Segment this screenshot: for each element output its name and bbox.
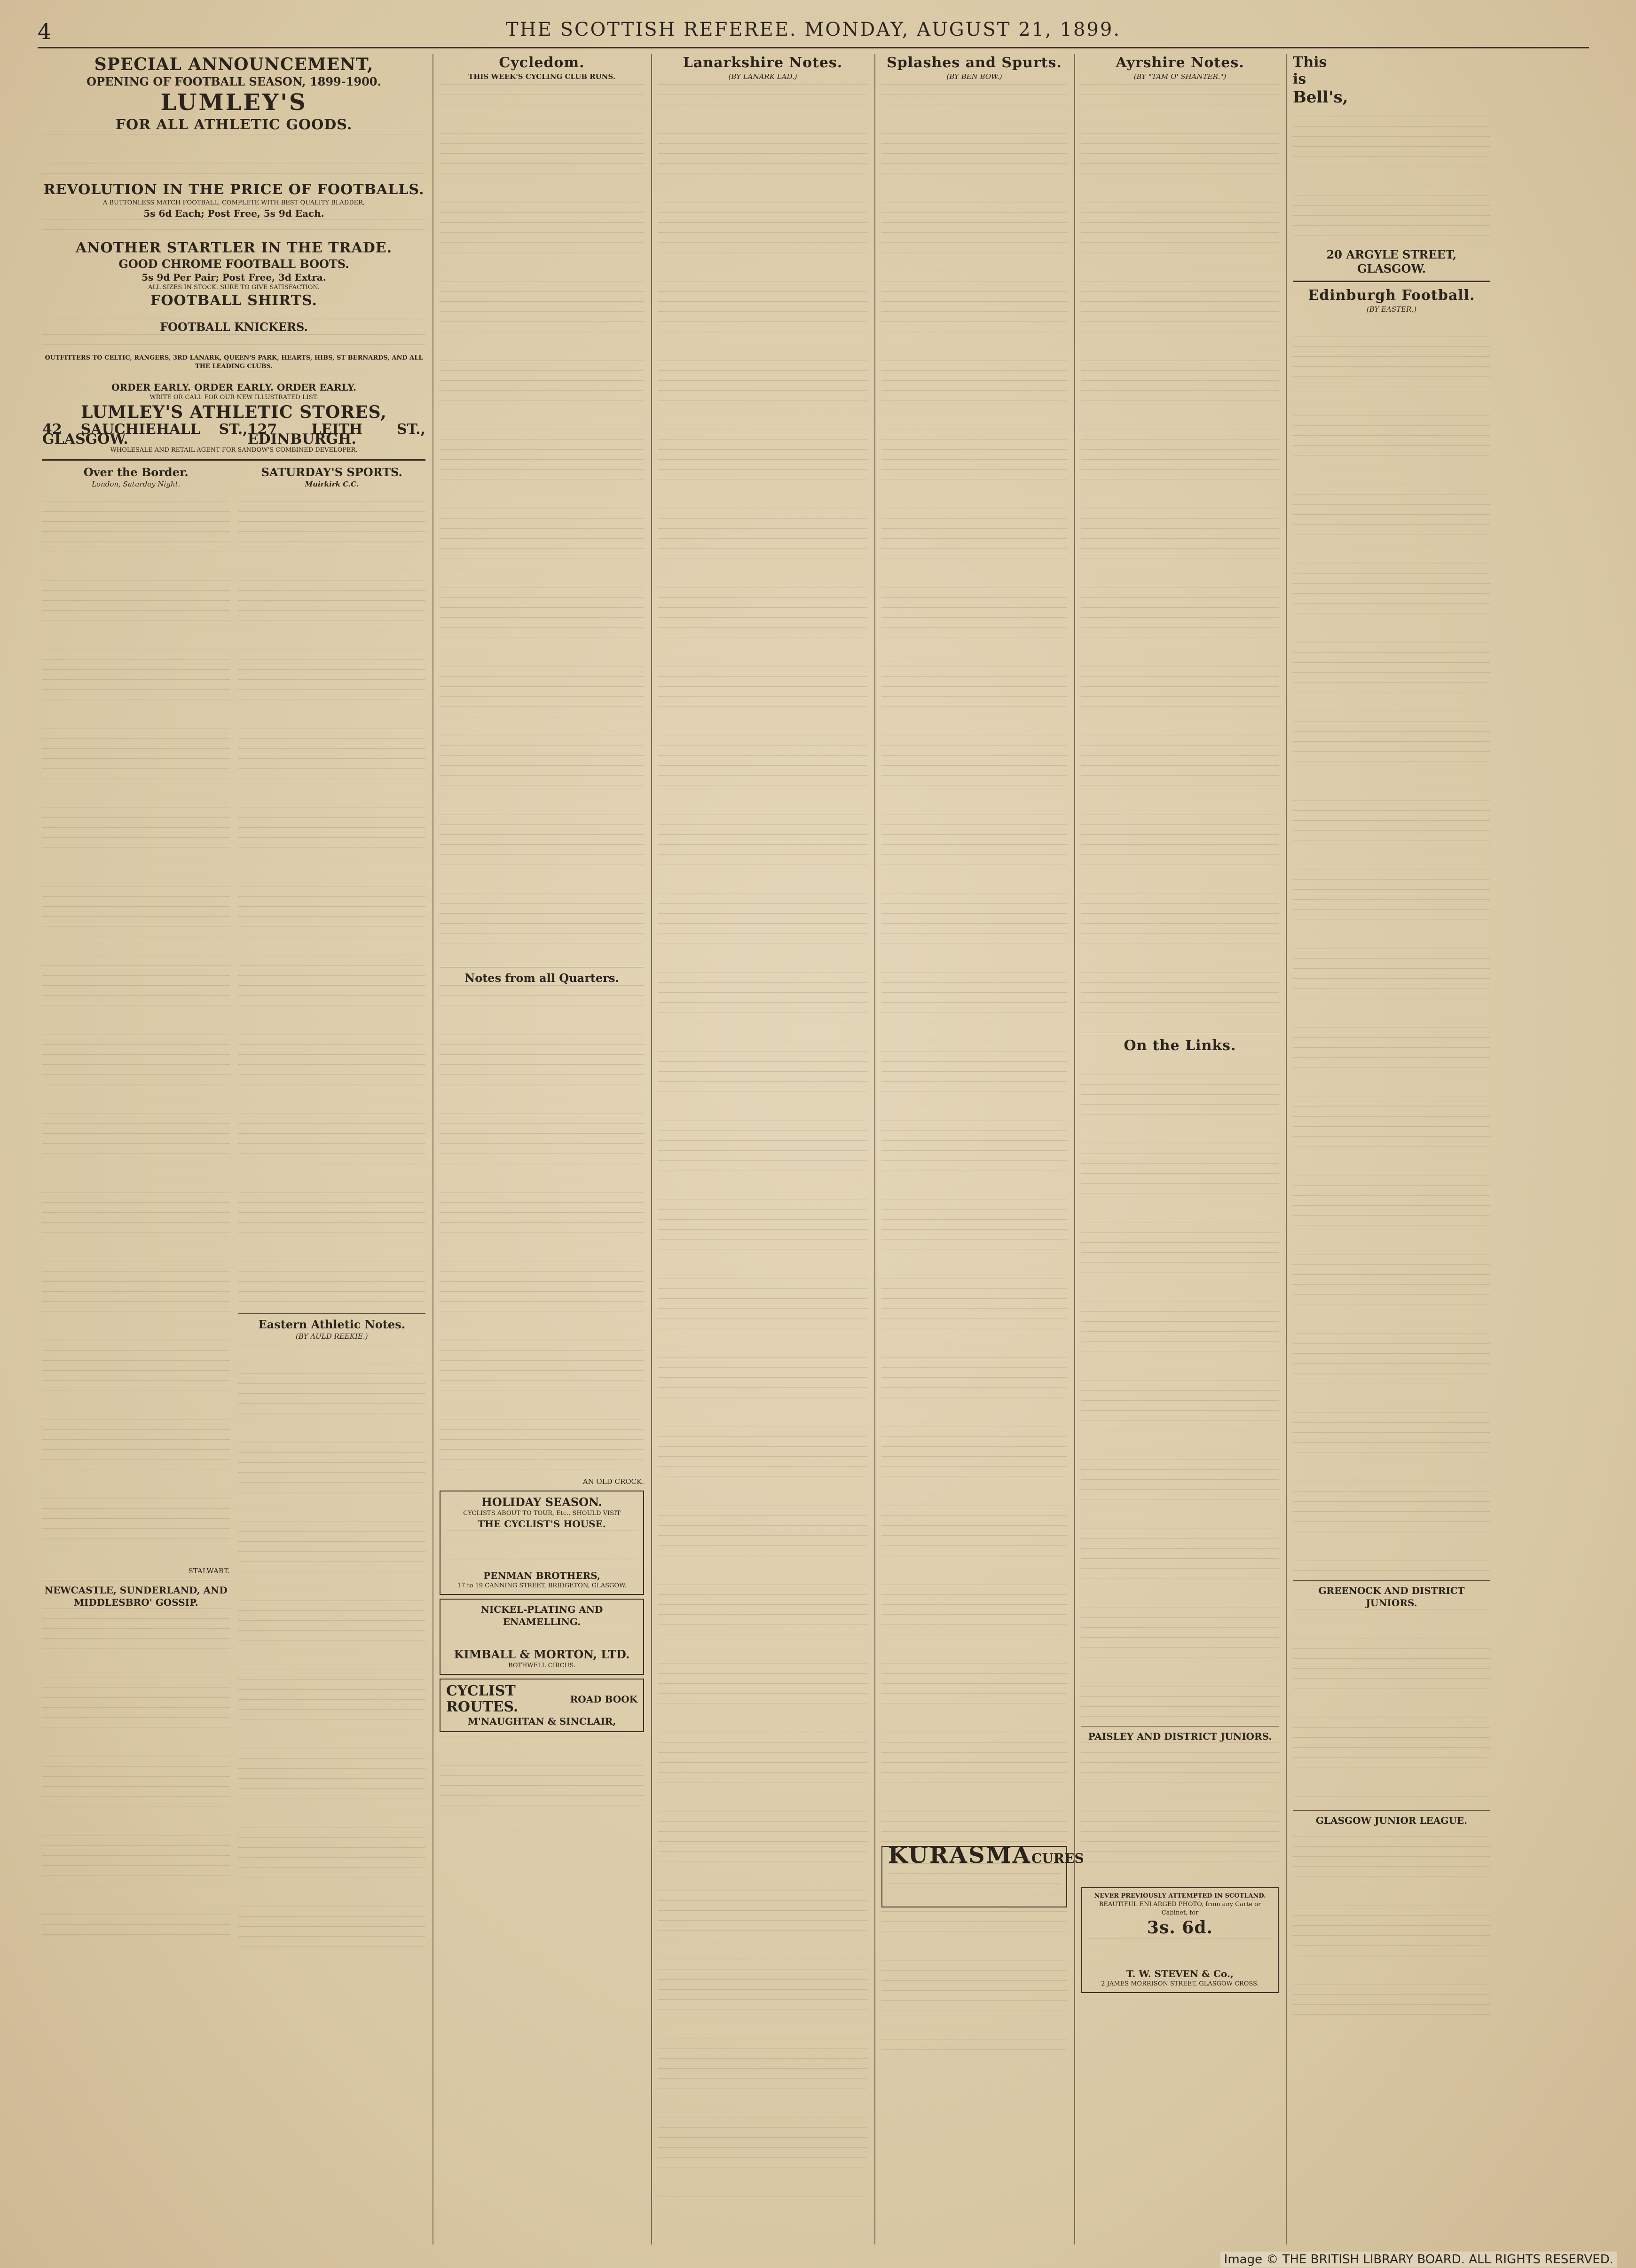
page-number: 4 [38, 19, 52, 44]
article-title: Eastern Athletic Notes. [258, 1318, 406, 1331]
ad-another: ANOTHER STARTLER IN THE TRADE. [75, 240, 393, 256]
text-block [446, 1530, 637, 1570]
article-byline: (BY EASTER.) [1366, 305, 1417, 314]
ad-heading: SPECIAL ANNOUNCEMENT, [94, 55, 374, 74]
text-block [1081, 1055, 1279, 1722]
ad-stores: LUMLEY'S ATHLETIC STORES, [81, 402, 387, 422]
nickel-advert [440, 1599, 644, 1675]
column-lanarkshire [658, 54, 867, 2244]
article-title: GLASGOW JUNIOR LEAGUE. [1315, 1815, 1468, 1826]
article-title: Edinburgh Football. [1308, 287, 1475, 304]
ad-wholesale: WHOLESALE AND RETAIL AGENT FOR SANDOW'S COMBINED DEVELOPER. [110, 447, 358, 454]
article-sub: THIS WEEK'S CYCLING CLUB RUNS. [468, 72, 615, 81]
ad-row [446, 1683, 637, 1715]
article-title: Over the Border. [83, 465, 189, 479]
article-sub: Muirkirk C.C. [305, 480, 359, 488]
masthead [38, 19, 1589, 48]
article-byline: (BY BEN BOW.) [946, 72, 1002, 81]
ad-title: CYCLIST ROUTES. [446, 1683, 519, 1715]
article-dateline: London, Saturday Night. [92, 480, 181, 488]
cyclist-routes-advert [440, 1679, 644, 1732]
column-splashes [881, 54, 1084, 2244]
ad-address: 2 JAMES MORRISON STREET, GLASGOW CROSS. [1101, 1980, 1259, 1987]
article-title: On the Links. [1124, 1037, 1236, 1054]
left-columns [42, 465, 425, 1955]
text-block [1293, 107, 1490, 248]
divider [238, 1313, 426, 1314]
ad-line: This [1293, 54, 1327, 71]
text-block [238, 1344, 426, 1955]
text-block [1088, 1938, 1272, 1968]
ad-address-edinburgh: 127 LEITH ST., EDINBURGH. [247, 421, 425, 447]
ad-row [888, 1842, 1084, 1868]
column-rule [1074, 54, 1075, 2244]
text-block [1081, 1742, 1279, 1883]
text-block [42, 334, 425, 354]
text-block [888, 1863, 1061, 1903]
column-cycledom [440, 54, 644, 2244]
ad-line: Bell's, [1293, 88, 1348, 107]
ad-shirts: FOOTBALL SHIRTS. [150, 292, 317, 309]
ad-ball-price: 5s 6d Each; Post Free, 5s 9d Each. [143, 208, 324, 219]
ad-address: BOTHWELL CIRCUS. [508, 1662, 576, 1669]
ad-sizes: ALL SIZES IN STOCK. SURE TO GIVE SATISFACTION. [148, 284, 320, 291]
divider [1293, 1810, 1490, 1811]
article-title: NEWCASTLE, SUNDERLAND, AND MIDDLESBRO' GOSSIP. [44, 1585, 228, 1608]
text-block [440, 985, 644, 1474]
ad-address: 17 to 19 CANNING STREET, BRIDGETON, GLASGOW. [457, 1582, 627, 1589]
image-credit: Image © THE BRITISH LIBRARY BOARD. ALL RIGHTS RESERVED. [1220, 2252, 1617, 2268]
ad-tagline: FOR ALL ATHLETIC GOODS. [115, 117, 353, 133]
bells-advert [1293, 54, 1490, 276]
ad-subheading: OPENING OF FOOTBALL SEASON, 1899-1900. [87, 75, 381, 88]
column-ayrshire [1081, 54, 1279, 2244]
text-block [881, 1911, 1067, 2052]
ad-brand: LUMLEY'S [160, 89, 307, 116]
text-block [238, 492, 426, 1310]
divider [1293, 281, 1490, 282]
ad-body: BEAUTIFUL ENLARGED PHOTO, from any Carte or Cabinet, for [1099, 1901, 1261, 1916]
text-block [1293, 317, 1490, 1577]
text-block [440, 1736, 644, 1830]
ad-outfitters: OUTFITTERS TO CELTIC, RANGERS, 3RD LANARK, QUEEN'S PARK, HEARTS, HIBS, ST BERNARDS, AND ALL THE LEADING CLUBS. [45, 354, 423, 370]
divider [1293, 1580, 1490, 1581]
ad-addresses [42, 421, 425, 447]
ad-catalogue: WRITE OR CALL FOR OUR NEW ILLUSTRATED LIST. [149, 394, 318, 401]
text-block [658, 84, 867, 2199]
kurasma-advert [881, 1842, 1084, 1907]
ad-sub: CYCLISTS ABOUT TO TOUR, Etc., SHOULD VISIT [463, 1510, 621, 1517]
holiday-advert [440, 1491, 644, 1595]
article-byline: (BY AULD REEKIE.) [296, 1332, 368, 1341]
ad-address: 20 ARGYLE STREET, GLASGOW. [1326, 248, 1457, 275]
article-byline: (BY "TAM O' SHANTER.") [1133, 72, 1227, 81]
ad-knickers: FOOTBALL KNICKERS. [160, 320, 308, 334]
ad-title: KURASMA [888, 1842, 1032, 1868]
masthead-title: THE SCOTTISH REFEREE. MONDAY, AUGUST 21, 1899. [505, 19, 1121, 40]
article-title: Notes from all Quarters. [464, 971, 619, 985]
photo-advert [1081, 1887, 1279, 1993]
text-block [42, 310, 425, 320]
text-block [1081, 84, 1279, 1029]
ad-chrome-boots: GOOD CHROME FOOTBALL BOOTS. [118, 257, 349, 271]
article-title: Cycledom. [499, 55, 585, 71]
ad-cures: CURES [1031, 1851, 1084, 1866]
ad-price: 3s. 6d. [1147, 1918, 1213, 1938]
article-title: Ayrshire Notes. [1116, 55, 1244, 71]
left-block [42, 54, 425, 2244]
column-rule [1286, 54, 1287, 2244]
text-block [42, 134, 425, 181]
text-block [42, 1609, 230, 1938]
ad-sub: ROAD BOOK [570, 1694, 637, 1705]
article-byline: (BY LANARK LAD.) [728, 72, 797, 81]
column-over-border [42, 465, 230, 1955]
column-rule [651, 54, 652, 2244]
article-signature: AN OLD CROCK. [582, 1477, 644, 1486]
ad-title: NEVER PREVIOUSLY ATTEMPTED IN SCOTLAND. [1094, 1892, 1266, 1899]
column-saturday-sports [238, 465, 426, 1955]
ad-agent: T. W. STEVEN & Co., [1126, 1968, 1234, 1979]
text-block [440, 84, 644, 963]
ad-address-glasgow: 42 SAUCHIEHALL ST., GLASGOW. [42, 421, 248, 447]
article-signature: STALWART. [188, 1567, 230, 1575]
text-block [881, 84, 1067, 1842]
article-title: GREENOCK AND DISTRICT JUNIORS. [1318, 1585, 1465, 1609]
column-rule [874, 54, 875, 2244]
text-block [42, 220, 425, 239]
ad-firm: KIMBALL & MORTON, LTD. [454, 1648, 630, 1661]
ad-shop: THE CYCLIST'S HOUSE. [478, 1518, 606, 1530]
divider [42, 459, 425, 461]
ad-title: NICKEL-PLATING AND ENAMELLING. [480, 1604, 603, 1627]
divider [1081, 1726, 1279, 1727]
ad-line: is [1293, 71, 1306, 87]
text-block [42, 371, 425, 381]
ad-revolution: REVOLUTION IN THE PRICE OF FOOTBALLS. [43, 181, 425, 198]
article-title: Lanarkshire Notes. [683, 55, 843, 71]
ad-boots-price: 5s 9d Per Pair; Post Free, 3d Extra. [142, 272, 326, 283]
text-block [446, 1628, 637, 1648]
text-block [1293, 1827, 1490, 2015]
ad-maker: PENMAN BROTHERS, [483, 1570, 600, 1581]
article-title: SATURDAY'S SPORTS. [261, 465, 402, 479]
ad-buttonless: A BUTTONLESS MATCH FOOTBALL, COMPLETE WITH BEST QUALITY BLADDER, [102, 199, 365, 206]
column-edinburgh [1293, 54, 1490, 2244]
ad-order: ORDER EARLY. ORDER EARLY. ORDER EARLY. [111, 382, 357, 393]
article-title: PAISLEY AND DISTRICT JUNIORS. [1088, 1731, 1272, 1742]
ad-seller: M'NAUGHTAN & SINCLAIR, [467, 1716, 616, 1727]
text-block [42, 492, 230, 1563]
article-title: Splashes and Spurts. [887, 55, 1062, 71]
ad-title: HOLIDAY SEASON. [481, 1495, 602, 1509]
text-block [1293, 1609, 1490, 1806]
lumley-advert [42, 54, 425, 455]
